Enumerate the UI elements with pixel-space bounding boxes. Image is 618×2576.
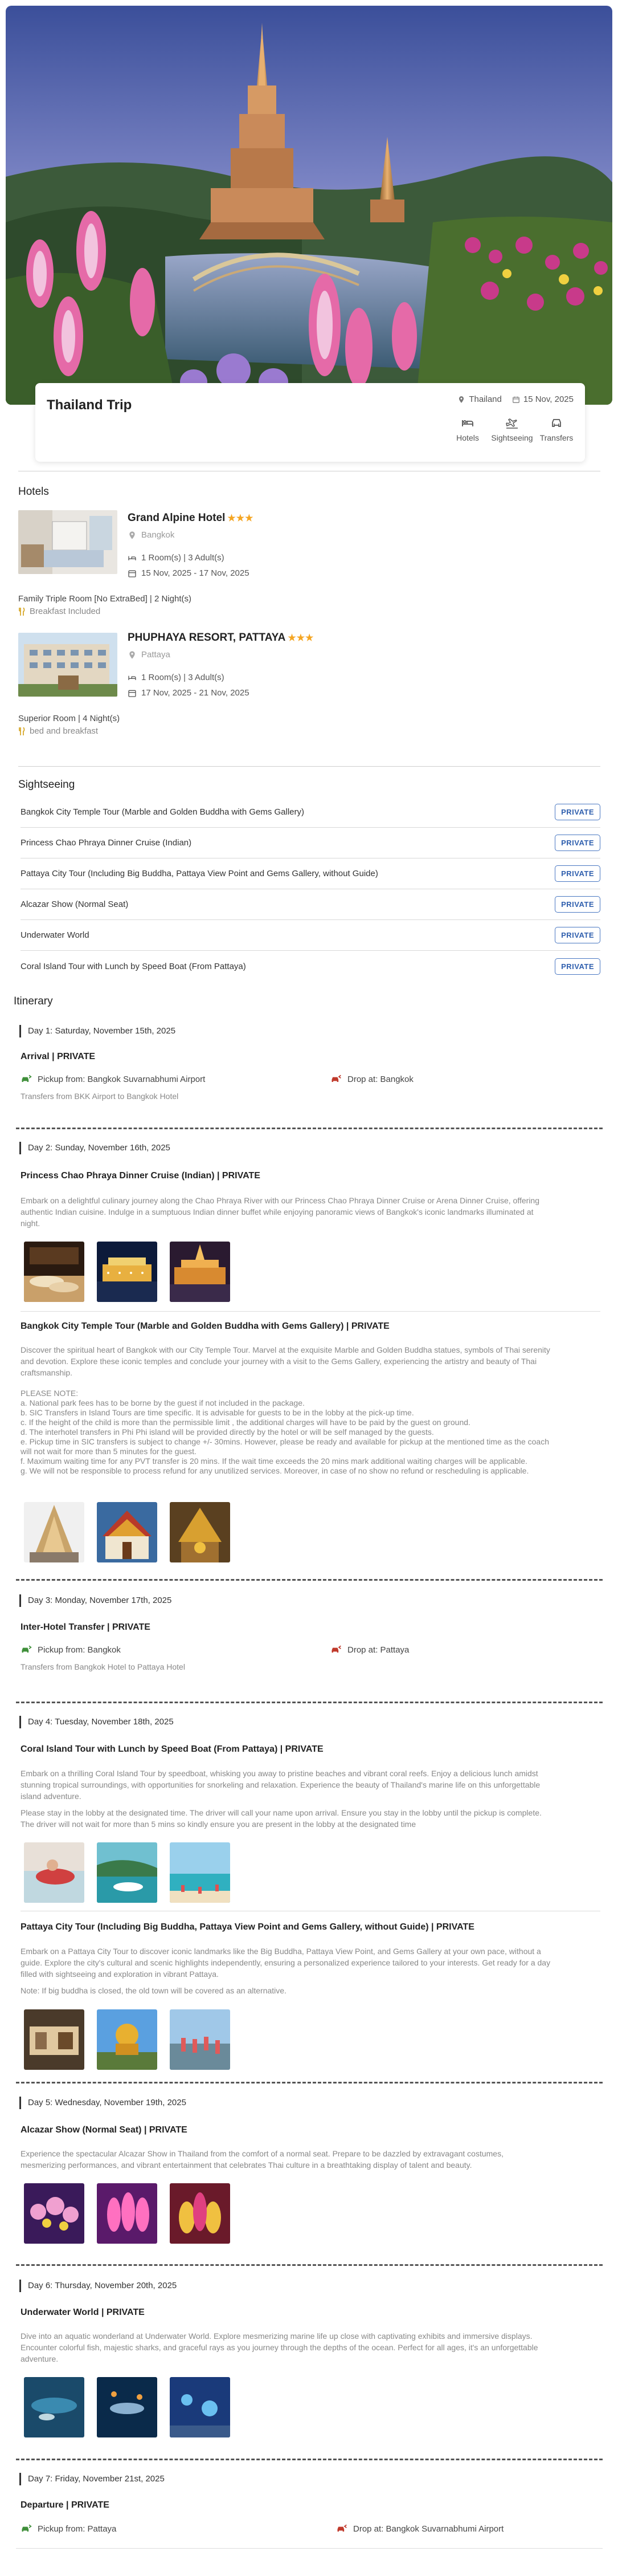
location-pin-icon — [457, 396, 465, 404]
private-button[interactable]: PRIVATE — [555, 835, 600, 851]
day-separator — [16, 2264, 603, 2266]
activity-title: Pattaya City Tour (Including Big Buddha, Pattaya View Point and Gems Gallery, without Guide) | PRIVATE — [21, 1922, 474, 1932]
activity-description — [21, 2330, 538, 2365]
note-line: The driver will not wait for more than 5 mins so kindly ensure you are present in the lobby at the designated time — [21, 1820, 416, 1829]
calendar-icon — [128, 569, 137, 578]
plane-icon — [505, 416, 519, 430]
tab-hotels[interactable] — [451, 416, 485, 442]
activity-photo — [24, 2377, 84, 2437]
hotel-dates — [128, 688, 249, 698]
day-header: Day 2: Sunday, November 16th, 2025 — [19, 1142, 170, 1154]
activity-photo — [24, 1242, 84, 1302]
drop-info — [330, 1073, 414, 1085]
sightseeing-item-label: Coral Island Tour with Lunch by Speed Boat (From Pattaya) — [21, 961, 246, 971]
calendar-icon — [512, 396, 520, 404]
activity-title: Alcazar Show (Normal Seat) | PRIVATE — [21, 2125, 187, 2135]
day-header: Day 5: Wednesday, November 19th, 2025 — [19, 2097, 186, 2109]
day-header: Day 3: Monday, November 17th, 2025 — [19, 1594, 171, 1607]
sightseeing-item — [21, 951, 600, 982]
desc-line: night. — [21, 1219, 40, 1228]
activity-description — [21, 1768, 540, 1802]
star-rating: ★★★ — [227, 514, 254, 523]
footer-divider — [16, 2548, 603, 2549]
divider — [18, 766, 600, 767]
sightseeing-item-label: Bangkok City Temple Tour (Marble and Golden Buddha with Gems Gallery) — [21, 807, 305, 817]
day-separator — [16, 1128, 603, 1129]
activity-photo — [24, 1842, 84, 1903]
pickup-text: Pickup from: Bangkok Suvarnabhumi Airport — [38, 1074, 206, 1084]
hotel-rooms-text: 1 Room(s) | 3 Adult(s) — [141, 553, 224, 563]
meal-plan-text: Breakfast Included — [30, 607, 101, 616]
private-button[interactable]: PRIVATE — [555, 804, 600, 820]
note-line: e. Pickup time in SIC transfers is subject to change +/- 30mins. However, please be ready and available for pickup at the mentioned time as the coach — [21, 1437, 549, 1446]
note-line: b. SIC Transfers in Island Tours are time specific. It is advisable for guests to be in the lobby at the pick-up time. — [21, 1408, 414, 1417]
day-separator — [16, 2459, 603, 2460]
desc-line: guide. Explore the city's cultural and scenic highlights independently, ensuring a personalized experience tailored to your interests. Get ready for a day — [21, 1958, 551, 1967]
activity-title: Princess Chao Phraya Dinner Cruise (Indian) | PRIVATE — [21, 1171, 260, 1181]
note-line: c. If the height of the child is more than the permissible limit , the additional charges will have to be paid by the guest on ground. — [21, 1418, 470, 1427]
hotel-city-text: Pattaya — [141, 650, 170, 660]
hotel-dates — [128, 568, 249, 578]
meal-plan — [18, 607, 100, 616]
activity-description — [21, 1946, 550, 1980]
sightseeing-item-label: Underwater World — [21, 930, 89, 940]
desc-line: Discover the spiritual heart of Bangkok with our City Temple Tour. Marvel at the exquisite Marble and Golden Buddha statues, symbols of Thai serenity — [21, 1345, 550, 1354]
location-pin-icon — [128, 650, 137, 660]
trip-title: Thailand Trip — [47, 397, 132, 413]
note-line: PLEASE NOTE: — [21, 1389, 79, 1398]
pickup-info — [21, 1644, 121, 1655]
day-header: Day 4: Tuesday, November 18th, 2025 — [19, 1716, 174, 1728]
activity-description — [21, 2148, 504, 2171]
sightseeing-item — [21, 920, 600, 951]
activity-photo — [97, 2377, 157, 2437]
note-line: f. Maximum waiting time for any PVT transfer is 20 mins. If the wait time exceeds the 20 mins mark additional waiting charges will be applicable. — [21, 1456, 527, 1466]
hotel-city — [128, 650, 170, 660]
drop-text: Drop at: Bangkok Suvarnabhumi Airport — [353, 2524, 504, 2534]
hero-image — [6, 6, 612, 405]
tab-sightseeing-label: Sightseeing — [491, 433, 533, 442]
fork-knife-icon — [18, 727, 25, 735]
sightseeing-item — [21, 858, 600, 889]
activity-title: Underwater World | PRIVATE — [21, 2308, 145, 2317]
activity-photo — [170, 1842, 230, 1903]
sightseeing-item-label: Alcazar Show (Normal Seat) — [21, 900, 129, 909]
hotel-name — [128, 512, 253, 524]
activity-photo — [24, 2009, 84, 2070]
day-header: Day 7: Friday, November 21st, 2025 — [19, 2473, 165, 2485]
room-type: Superior Room | 4 Night(s) — [18, 714, 120, 723]
hotel-rooms — [128, 553, 224, 563]
day-header: Day 6: Thursday, November 20th, 2025 — [19, 2280, 177, 2292]
fork-knife-icon — [18, 608, 25, 616]
private-button[interactable]: PRIVATE — [555, 896, 600, 913]
private-button[interactable]: PRIVATE — [555, 865, 600, 882]
desc-line: Embark on a thrilling Coral Island Tour by speedboat, whisking you away to pristine beaches and vibrant coral reefs. Enjoy a delicious lunch amidst — [21, 1769, 538, 1778]
hotel-name — [128, 632, 314, 644]
transfer-description: Transfers from BKK Airport to Bangkok Hotel — [21, 1092, 179, 1101]
activity-photo — [97, 2009, 157, 2070]
bed-icon — [128, 554, 137, 563]
transfer-description: Transfers from Bangkok Hotel to Pattaya Hotel — [21, 1662, 185, 1671]
sightseeing-heading: Sightseeing — [18, 779, 75, 791]
car-icon — [550, 416, 563, 430]
activity-photo — [24, 2183, 84, 2244]
desc-line: craftsmanship. — [21, 1368, 73, 1377]
sightseeing-item-label: Princess Chao Phraya Dinner Cruise (Indian) — [21, 838, 192, 848]
drop-text: Drop at: Bangkok — [347, 1074, 414, 1084]
note-line: a. National park fees has to be borne by the guest if not included in the package. — [21, 1398, 305, 1407]
activity-notes — [21, 1807, 542, 1830]
note-line: Please stay in the lobby at the designated time. The driver will call your name upon arrival. Ensure you stay in the lobby until the pickup is complete. — [21, 1808, 542, 1817]
sightseeing-item — [21, 828, 600, 858]
pickup-info — [21, 2523, 116, 2534]
car-pickup-icon — [21, 1644, 32, 1655]
activity-photo — [97, 1242, 157, 1302]
bed-icon — [461, 416, 474, 430]
meal-plan — [18, 726, 98, 736]
star-rating: ★★★ — [288, 633, 314, 643]
transfer-title: Inter-Hotel Transfer | PRIVATE — [21, 1622, 150, 1632]
activity-photo — [170, 2009, 230, 2070]
hotel-city — [128, 530, 174, 540]
sightseeing-item — [21, 889, 600, 920]
pickup-text: Pickup from: Bangkok — [38, 1645, 121, 1655]
note-line: g. We will not be responsible to process refund for any unutilized services. Moreover, in case of no show no refund or rescheduling is applicable. — [21, 1466, 529, 1475]
trip-destination: Thailand — [469, 394, 502, 404]
desc-line: authentic Indian cuisine. Indulge in a sumptuous Indian dinner buffet while enjoying panoramic views of Bangkok's iconic landmarks illuminated at — [21, 1207, 534, 1216]
desc-line: Embark on a delightful culinary journey along the Chao Phraya River with our Princess Chao Phraya Dinner Cruise or Arena Dinner Cruise, offering — [21, 1196, 539, 1205]
car-pickup-icon — [21, 1073, 32, 1085]
hotels-heading: Hotels — [18, 486, 49, 498]
activity-photo — [97, 1842, 157, 1903]
hotel-dates-text: 15 Nov, 2025 - 17 Nov, 2025 — [141, 568, 249, 578]
desc-line: Embark on a Pattaya City Tour to discover iconic landmarks like the Big Buddha, Pattaya View Point, and Gems Gallery at your own pace, without a — [21, 1947, 541, 1956]
day-separator — [16, 1702, 603, 1703]
car-drop-icon — [330, 1644, 342, 1655]
car-drop-icon — [336, 2523, 347, 2534]
pickup-info — [21, 1073, 205, 1085]
desc-line: and devotion. Explore these iconic temples and conclude your journey with a visit to the Gems Gallery, experiencing the artistry and beauty of Thai — [21, 1357, 537, 1366]
activity-description — [21, 1195, 539, 1229]
tab-sightseeing[interactable] — [491, 416, 533, 442]
activity-photo — [170, 1502, 230, 1562]
itinerary-heading: Itinerary — [14, 995, 53, 1007]
activity-photo — [24, 1502, 84, 1562]
hotel-dates-text: 17 Nov, 2025 - 21 Nov, 2025 — [141, 688, 249, 698]
drop-info — [336, 2523, 504, 2534]
activity-title: Coral Island Tour with Lunch by Speed Boat (From Pattaya) | PRIVATE — [21, 1744, 324, 1754]
hotel-rooms — [128, 673, 224, 682]
hotel-name-text: Grand Alpine Hotel — [128, 512, 226, 524]
activity-photo — [170, 2183, 230, 2244]
calendar-icon — [128, 689, 137, 698]
desc-line: island adventure. — [21, 1792, 81, 1801]
desc-line: adventure. — [21, 2354, 59, 2363]
day-separator — [16, 1579, 603, 1581]
desc-line: mesmerizing performances, and vibrant entertainment that celebrates Thai culture in a breathtaking display of talent and beauty. — [21, 2160, 472, 2170]
location-pin-icon — [128, 531, 137, 540]
drop-text: Drop at: Pattaya — [347, 1645, 410, 1655]
desc-line: filled with sightseeing and exploration in vibrant Pattaya. — [21, 1969, 219, 1979]
tab-transfers[interactable] — [539, 416, 574, 442]
sightseeing-item-label: Pattaya City Tour (Including Big Buddha, Pattaya View Point and Gems Gallery, without Guide) — [21, 869, 378, 878]
activity-notes: Note: If big buddha is closed, the old town will be covered as an alternative. — [21, 1986, 287, 1995]
transfer-title: Departure | PRIVATE — [21, 2500, 109, 2510]
desc-line: Experience the spectacular Alcazar Show in Thailand from the comfort of a normal seat. Prepare to be dazzled by extravagant costumes, — [21, 2149, 504, 2158]
desc-line: stunning tropical surroundings, with opportunities for snorkeling and relaxation. Experience the beauty of Thailand's marine life on this unforgettable — [21, 1780, 541, 1789]
hotel-image-phuphaya — [18, 633, 117, 697]
drop-info — [330, 1644, 409, 1655]
private-button[interactable]: PRIVATE — [555, 958, 600, 975]
desc-line: Encounter colorful fish, majestic sharks, and graceful rays as you journey through the depths of the ocean. Perfect for all ages, it's an unforgettable — [21, 2343, 538, 2352]
trip-tabs — [451, 416, 574, 442]
room-type: Family Triple Room [No ExtraBed] | 2 Night(s) — [18, 594, 191, 604]
car-pickup-icon — [21, 2523, 32, 2534]
tab-hotels-label: Hotels — [456, 433, 479, 442]
activity-description — [21, 1344, 550, 1378]
tab-transfers-label: Transfers — [539, 433, 574, 442]
bed-icon — [128, 673, 137, 682]
desc-line: Dive into an aquatic wonderland at Underwater World. Explore mesmerizing marine life up close with captivating exhibits and immersive displays. — [21, 2331, 533, 2341]
hotel-image-grand-alpine — [18, 510, 117, 574]
meal-plan-text: bed and breakfast — [30, 726, 99, 736]
note-line: d. The interhotel transfers in Phi Phi island will be provided directly by the hotel or will be self managed by the guests. — [21, 1427, 434, 1436]
transfer-title: Arrival | PRIVATE — [21, 1052, 96, 1061]
activity-title: Bangkok City Temple Tour (Marble and Golden Buddha with Gems Gallery) | PRIVATE — [21, 1321, 390, 1331]
hotel-rooms-text: 1 Room(s) | 3 Adult(s) — [141, 673, 224, 682]
sightseeing-item — [21, 797, 600, 828]
activity-notes — [21, 1389, 549, 1476]
day-header: Day 1: Saturday, November 15th, 2025 — [19, 1025, 175, 1037]
car-drop-icon — [330, 1073, 342, 1085]
activity-photo — [97, 1502, 157, 1562]
activity-photo — [170, 2377, 230, 2437]
trip-summary-card — [35, 383, 585, 462]
activity-photo — [170, 1242, 230, 1302]
activity-divider — [21, 1311, 600, 1312]
trip-meta — [457, 394, 574, 404]
trip-start-date: 15 Nov, 2025 — [523, 394, 574, 404]
note-line: will not wait for more than 5 minutes for the guest. — [21, 1447, 197, 1456]
hotel-name-text: PHUPHAYA RESORT, PATTAYA — [128, 632, 286, 644]
private-button[interactable]: PRIVATE — [555, 927, 600, 943]
pickup-text: Pickup from: Pattaya — [38, 2524, 117, 2534]
day-separator — [16, 2082, 603, 2083]
activity-photo — [97, 2183, 157, 2244]
hotel-city-text: Bangkok — [141, 530, 175, 540]
